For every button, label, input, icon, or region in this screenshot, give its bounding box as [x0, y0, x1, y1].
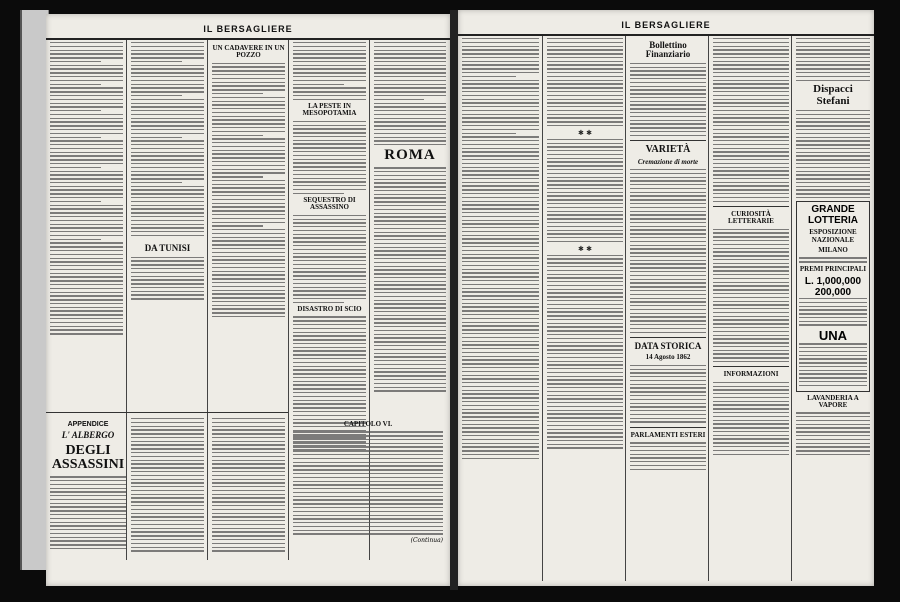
separator [630, 337, 706, 338]
roma-heading: ROMA [384, 147, 436, 164]
una-label: UNA [818, 328, 848, 344]
feuilleton-column-2 [131, 418, 204, 578]
appendice-label: APPENDICE [67, 421, 109, 428]
right-column-4 [713, 38, 789, 583]
feuilleton-column-3 [212, 418, 285, 578]
varieta-heading: VARIETÀ [645, 144, 691, 156]
feuilleton-column-4 [293, 418, 443, 583]
continua-label: (Continua) [410, 537, 443, 545]
right-column-5 [796, 38, 870, 583]
lottery-title: GRANDE LOTTERIA [808, 204, 858, 227]
section-stars: ✱ ✱ [578, 244, 592, 253]
data-storica-date: 14 Agosto 1862 [645, 353, 691, 362]
novel-title-1: L' ALBERGO [61, 430, 115, 441]
appendice-column [50, 418, 126, 578]
column-rule [126, 40, 127, 560]
informazioni-heading: INFORMAZIONI [723, 370, 779, 379]
premio-2: 200,000 [814, 286, 852, 298]
premi-heading: PREMI PRINCIPALI [799, 264, 867, 273]
left-column-3 [212, 42, 285, 412]
lottery-advertisement [796, 201, 870, 391]
varieta-subheading: Cremazione di morte [637, 157, 699, 166]
column-rule [207, 40, 208, 560]
separator [713, 206, 789, 207]
lavanderia-heading: LAVANDERIA A VAPORE [807, 393, 859, 409]
peste-heading: LA PESTE IN MESOPOTAMIA [302, 102, 357, 118]
right-column-2 [547, 38, 623, 583]
left-column-2 [131, 42, 204, 412]
sequestro-heading: SEQUESTRO DI ASSASSINO [303, 196, 356, 212]
premio-1: L. 1,000,000 [804, 275, 862, 287]
chapter-heading: CAPITOLO VI. [343, 420, 393, 428]
column-rule [288, 40, 289, 560]
disastro-heading: DISASTRO DI SCIO [297, 305, 362, 314]
lottery-city: MILANO [818, 246, 848, 255]
book-binding [20, 10, 49, 570]
data-storica-heading: DATA STORICA [634, 340, 702, 351]
left-masthead: IL BERSAGLIERE [46, 18, 450, 40]
curiosita-heading: CURIOSITÀ LETTERARIE [728, 209, 774, 226]
separator [630, 427, 706, 428]
left-newspaper-page [46, 14, 450, 586]
column-rule [791, 36, 792, 581]
separator [713, 366, 789, 367]
right-newspaper-page [458, 10, 874, 586]
lottery-subtitle: ESPOSIZIONE NAZIONALE [809, 228, 857, 244]
column-rule [625, 36, 626, 581]
page-gutter [450, 10, 458, 590]
left-column-1 [50, 42, 123, 412]
separator [630, 140, 706, 141]
section-stars: ✱ ✱ [578, 128, 592, 137]
column-rule [708, 36, 709, 581]
cadavere-heading: UN CADAVERE IN UN POZZO [212, 44, 285, 60]
right-column-1 [462, 38, 539, 583]
bollettino-heading: Bollettino Finanziario [645, 40, 691, 60]
da-tunisi-heading: DA TUNISI [144, 243, 191, 254]
column-rule [542, 36, 543, 581]
parlamenti-heading: PARLAMENTI ESTERI [630, 430, 706, 439]
novel-title-2: DEGLI ASSASSINI [51, 442, 125, 473]
feuilleton-rule [46, 412, 288, 413]
dispacci-heading: Dispacci Stefani [813, 82, 853, 107]
right-masthead: IL BERSAGLIERE [458, 14, 874, 36]
right-column-3 [630, 38, 706, 583]
